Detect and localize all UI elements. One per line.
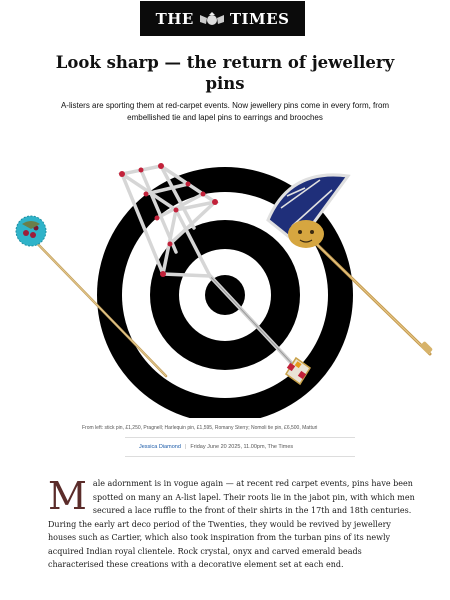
hero-image: [0, 148, 450, 418]
image-caption: From left: stick pin, £1,250, Pragnell; Harlequin pin, £1,595, Romany Sterry; Nomoli tie pin, £6,500, Matturi: [82, 425, 318, 431]
article-standfirst: A-listers are sporting them at red-carpet events. Now jewellery pins come in every form, from embellished tie and lapel pins to earrings and brooches: [60, 101, 390, 122]
masthead-word-times: TIMES: [229, 9, 290, 28]
dateline: Friday June 20 2025, 11.00pm, The Times: [190, 444, 294, 450]
article-body-text: ale adornment is in vogue again — at recent red carpet events, pins have been spotted on many an A-list lapel. Their roots lie in the jabot pin, with which men secured a lace ruffle to the front of their shirts in the 17th and 18th centuries. During the early art deco period of the Twenties, they would be revived by jewellery houses such as Cartier, which also took inspiration from the turban pins of its newly acquired Indian royal clientele. Rock crystal, onyx and carved emerald beads characterised these creations with a decorative element set at each end.: [48, 479, 415, 569]
royal-crest-icon: [197, 12, 227, 26]
byline-separator: |: [184, 444, 187, 450]
article-headline: Look sharp — the return of jewellery pins: [55, 53, 395, 93]
author-link[interactable]: Jessica Diamond: [139, 444, 181, 450]
drop-cap: M: [48, 474, 87, 518]
byline: [125, 437, 355, 457]
masthead-logo[interactable]: [140, 1, 305, 36]
article-body: [48, 474, 416, 572]
masthead-word-the: THE: [155, 9, 194, 28]
